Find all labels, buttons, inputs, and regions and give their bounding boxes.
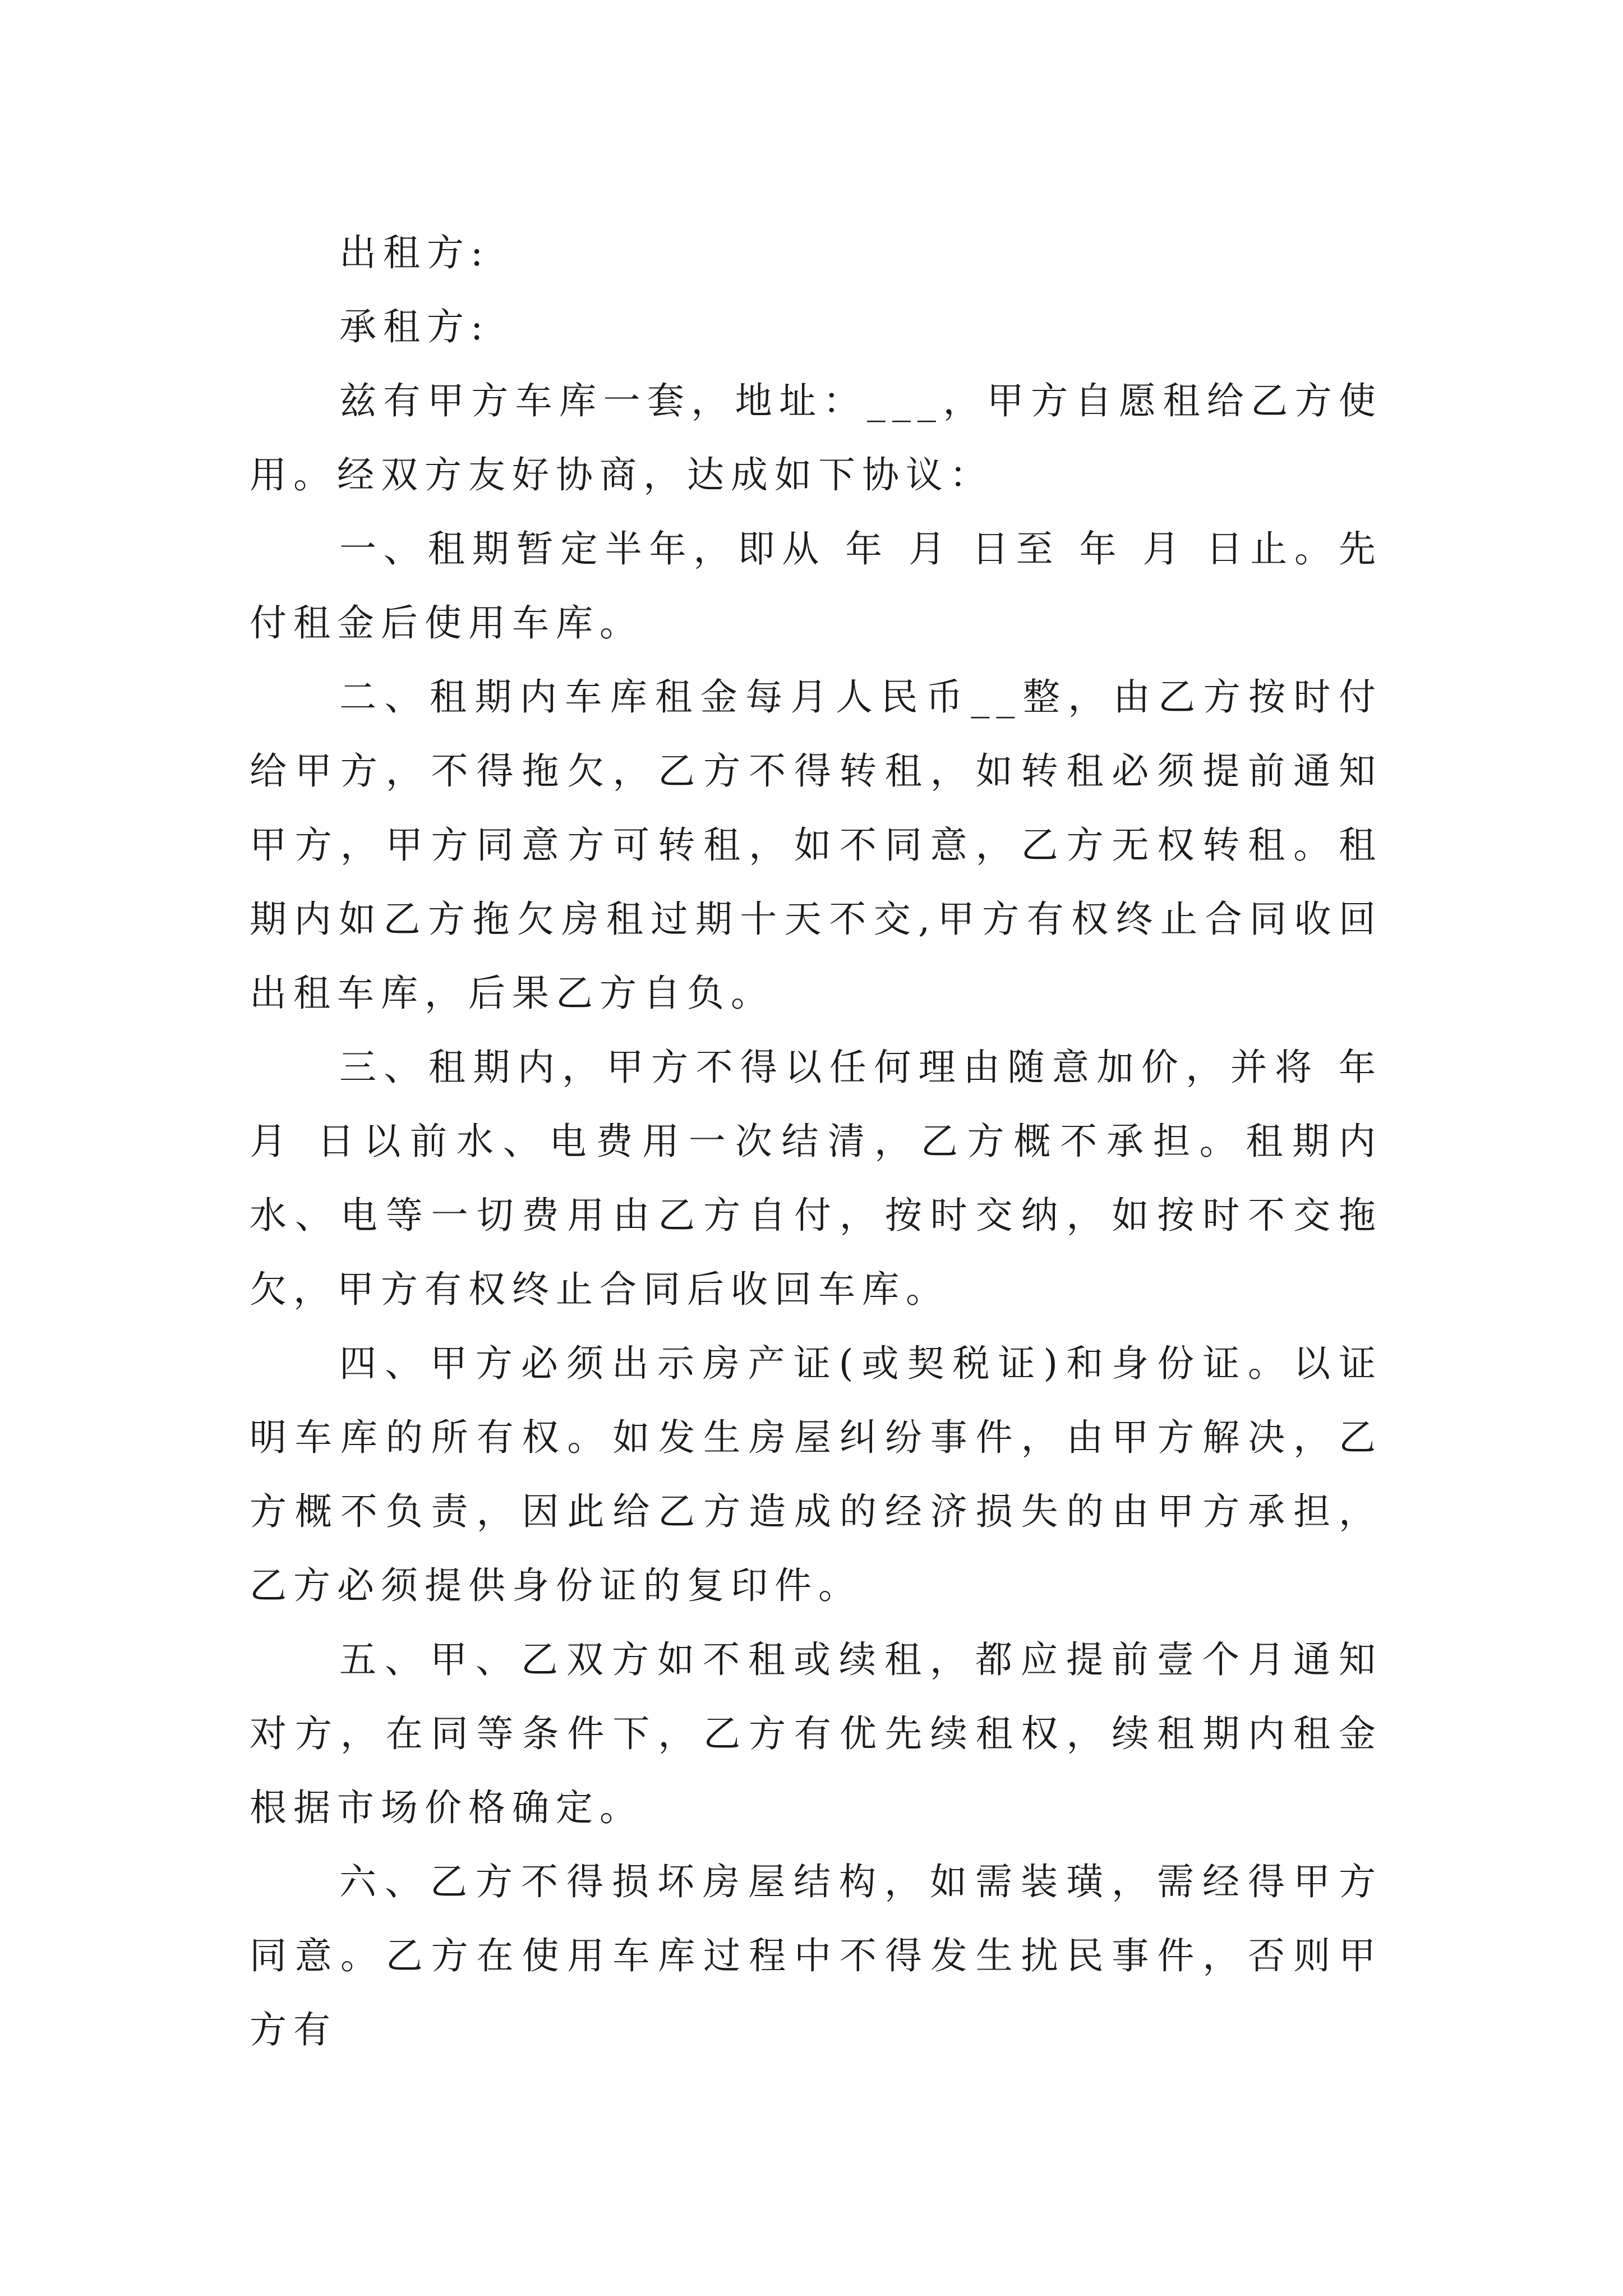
clause-5: 五、甲、乙双方如不租或续租，都应提前壹个月通知对方，在同等条件下，乙方有优先续租权，续租期内租金根据市场价格确定。 — [250, 1638, 1382, 1829]
lessee-line: 承租方: — [339, 305, 490, 348]
intro-paragraph: 兹有甲方车库一套，地址：___，甲方自愿租给乙方使用。经双方友好协商，达成如下协议： — [250, 379, 1382, 496]
clause-2: 二、租期内车库租金每月人民币__整，由乙方按时付给甲方，不得拖欠，乙方不得转租，如转租必须提前通知甲方，甲方同意方可转租，如不同意，乙方无权转租。租期内如乙方拖欠房租过期十天不交,甲方有权终止合同收回出租车库，后果乙方自负。 — [250, 675, 1382, 1015]
clause-1: 一、租期暂定半年，即从 年 月 日至 年 月 日止。先付租金后使用车库。 — [250, 527, 1382, 645]
lessor-line: 出租方: — [339, 231, 490, 274]
clause-4: 四、甲方必须出示房产证(或契税证)和身份证。以证明车库的所有权。如发生房屋纠纷事件，由甲方解决，乙方概不负责，因此给乙方造成的经济损失的由甲方承担，乙方必须提供身份证的复印件。 — [250, 1342, 1382, 1607]
clause-3: 三、租期内，甲方不得以任何理由随意加价，并将 年 月 日以前水、电费用一次结清，乙方概不承担。租期内水、电等一切费用由乙方自付，按时交纳，如按时不交拖欠，甲方有权终止合同后收回车库。 — [250, 1046, 1382, 1311]
contract-body — [250, 216, 1382, 2067]
clause-6: 六、乙方不得损坏房屋结构，如需装璜，需经得甲方同意。乙方在使用车库过程中不得发生扰民事件，否则甲方有 — [250, 1860, 1382, 2051]
